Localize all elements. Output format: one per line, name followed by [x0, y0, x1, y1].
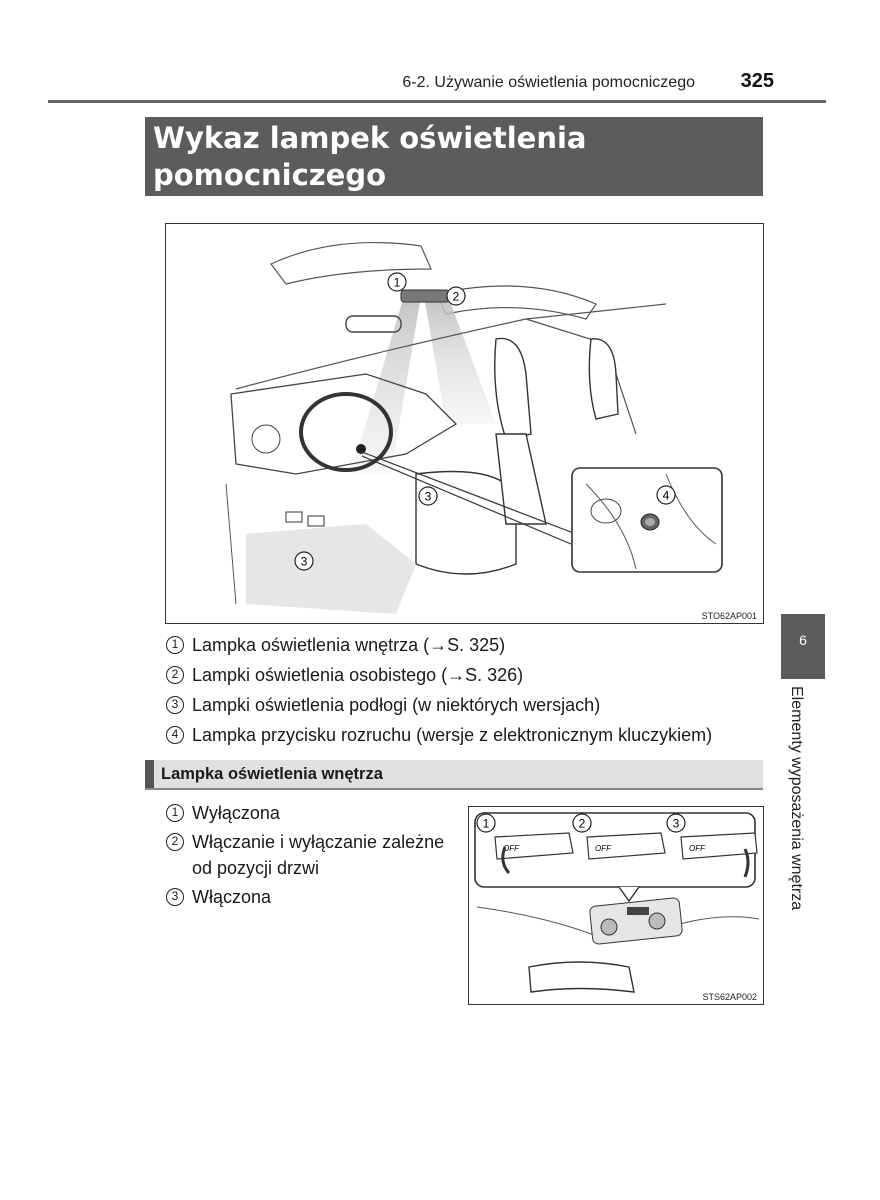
switch-position-item — [166, 829, 466, 881]
callout-3-seat — [419, 487, 437, 505]
running-header: 6-2. Używanie oświetlenia pomocniczego — [402, 74, 695, 91]
switch-position-item — [166, 800, 466, 826]
svg-text:OFF: OFF — [595, 844, 611, 853]
legend-text: Lampki oświetlenia osobistego (→S. 326) — [192, 664, 524, 685]
svg-text:2: 2 — [578, 816, 586, 831]
svg-text:3: 3 — [672, 816, 680, 831]
switch-position-item — [166, 884, 466, 910]
legend-text: Lampki oświetlenia podłogi (w niektórych wersjach) — [192, 694, 601, 715]
switch-positions-list — [166, 800, 466, 913]
page-title-line1: Wykaz lampek oświetlenia — [153, 121, 587, 155]
subsection-heading — [145, 760, 763, 790]
legend-number: 3 — [166, 696, 184, 714]
chapter-label: Elementy wyposażenia wnętrza — [788, 686, 805, 911]
header-rule — [48, 100, 826, 103]
subsection-marker — [145, 760, 154, 788]
position-number: 2 — [166, 833, 184, 851]
figure-code: STO62AP001 — [701, 611, 757, 621]
legend-item — [166, 660, 766, 690]
legend-number: 2 — [166, 666, 184, 684]
svg-text:3: 3 — [300, 554, 308, 569]
callout-2 — [447, 287, 465, 305]
svg-text:OFF: OFF — [689, 844, 705, 853]
roof-switch-illustration — [469, 807, 763, 1004]
svg-text:1: 1 — [482, 816, 490, 831]
page-title-line2: pomocniczego — [153, 158, 387, 192]
svg-text:2: 2 — [452, 289, 460, 304]
subsection-title: Lampka oświetlenia wnętrza — [161, 765, 383, 783]
legend-number: 4 — [166, 726, 184, 744]
position-text: Wyłączona — [192, 803, 280, 823]
legend-item — [166, 720, 766, 750]
page-title — [145, 117, 763, 196]
figure-code: STS62AP002 — [702, 992, 757, 1002]
roof-switch-figure — [468, 806, 764, 1005]
position-text: Włączanie i wyłączanie zależne — [192, 832, 445, 852]
page-number: 325 — [740, 70, 774, 92]
legend-item — [166, 630, 766, 660]
callout-1 — [388, 273, 406, 291]
position-number: 1 — [166, 804, 184, 822]
legend-number: 1 — [166, 636, 184, 654]
callout-4 — [657, 486, 675, 504]
callout-3 — [667, 814, 685, 832]
callout-2 — [573, 814, 591, 832]
callout-1 — [477, 814, 495, 832]
position-text-cont: od pozycji drzwi — [192, 858, 320, 878]
position-number: 3 — [166, 888, 184, 906]
position-text: Włączona — [192, 887, 272, 907]
car-interior-illustration — [166, 224, 763, 623]
legend-text: Lampka przycisku rozruchu (wersje z elektronicznym kluczykiem) — [192, 724, 713, 745]
svg-text:1: 1 — [393, 275, 401, 290]
legend-item — [166, 690, 766, 720]
legend-text: Lampka oświetlenia wnętrza (→S. 325) — [192, 634, 506, 655]
chapter-tab: 6 — [781, 614, 825, 679]
svg-text:3: 3 — [424, 489, 432, 504]
callout-3-floor — [295, 552, 313, 570]
legend-list — [166, 630, 766, 750]
svg-text:4: 4 — [662, 488, 670, 503]
svg-text:OFF: OFF — [503, 844, 519, 853]
interior-lights-figure — [165, 223, 764, 624]
